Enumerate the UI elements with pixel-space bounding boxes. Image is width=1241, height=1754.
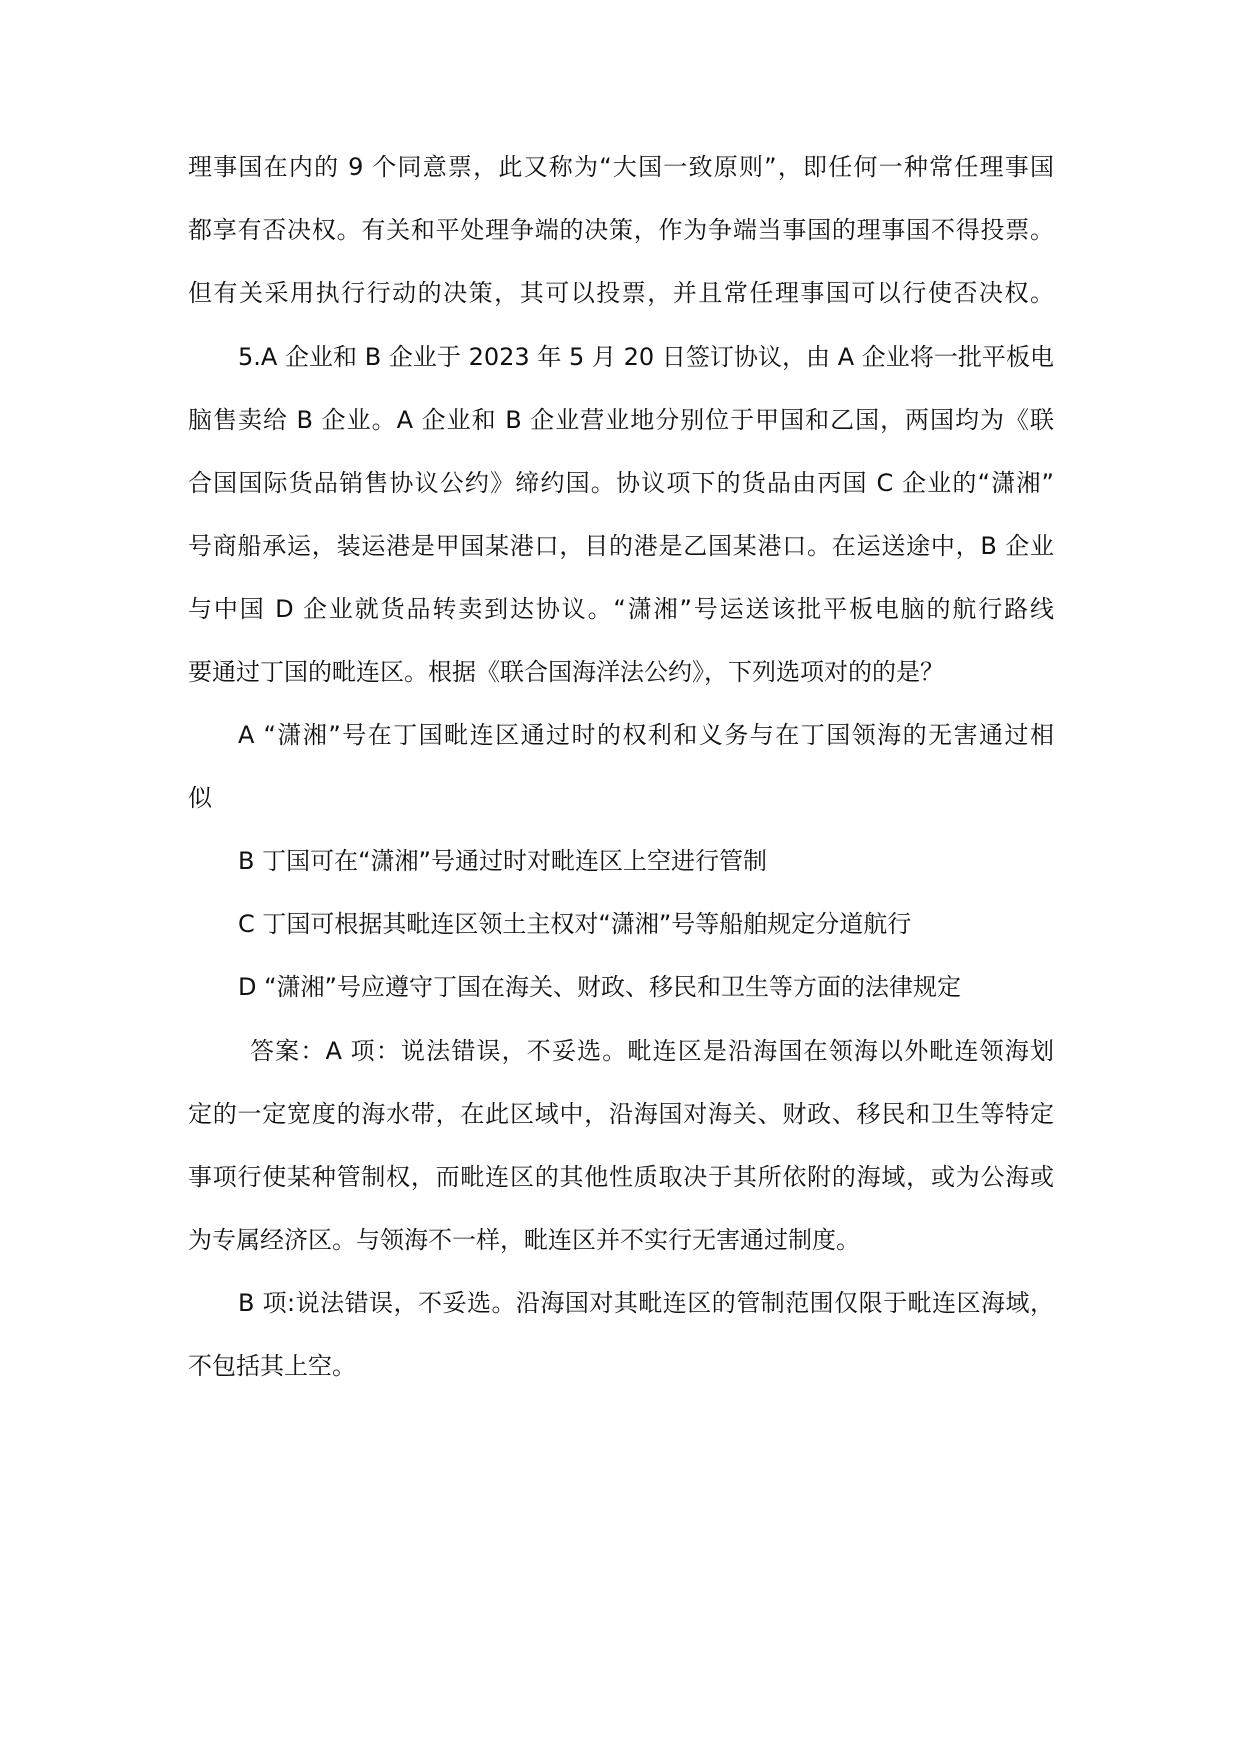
text-line: 都享有否决权。有关和平处理争端的决策，作为争端当事国的理事国不得投票。: [188, 216, 1054, 244]
answer-b-text: B 项:说法错误，不妥选。沿海国对其毗连区的管制范围仅限于毗连区海域，: [238, 1289, 1054, 1317]
question-text: 5.A 企业和 B 企业于 2023 年 5 月 20 日签订协议，由 A 企业将一批平板电: [238, 343, 1054, 371]
option-a: A “潇湘”号在丁国毗连区通过时的权利和义务与在丁国领海的无害通过相: [238, 721, 1054, 749]
text-line: 事项行使某种管制权，而毗连区的其他性质取决于其所依附的海域，或为公海或: [188, 1163, 1054, 1191]
option-d: D “潇湘”号应遵守丁国在海关、财政、移民和卫生等方面的法律规定: [238, 973, 961, 1001]
option-c: C 丁国可根据其毗连区领土主权对“潇湘”号等船舶规定分道航行: [238, 910, 912, 938]
answer-text: 答案：A 项：说法错误，不妥选。毗连区是沿海国在领海以外毗连领海划: [250, 1037, 1054, 1065]
text-line: 与中国 D 企业就货品转卖到达协议。“潇湘”号运送该批平板电脑的航行路线: [188, 595, 1054, 623]
text-line: 但有关采用执行行动的决策，其可以投票，并且常任理事国可以行使否决权。: [188, 279, 1054, 307]
text-line: 为专属经济区。与领海不一样，毗连区并不实行无害通过制度。: [188, 1226, 860, 1254]
text-line: 不包括其上空。: [188, 1352, 356, 1380]
text-line: 号商船承运，装运港是甲国某港口，目的港是乙国某港口。在运送途中，B 企业: [188, 532, 1054, 560]
text-line: 要通过丁国的毗连区。根据《联合国海洋法公约》，下列选项对的的是？: [188, 658, 944, 686]
text-line: 合国国际货品销售协议公约》缔约国。协议项下的货品由丙国 C 企业的“潇湘”: [188, 469, 1054, 497]
text-line: 定的一定宽度的海水带，在此区域中，沿海国对海关、财政、移民和卫生等特定: [188, 1100, 1054, 1128]
option-b: B 丁国可在“潇湘”号通过时对毗连区上空进行管制: [238, 847, 767, 875]
text-line: 脑售卖给 B 企业。A 企业和 B 企业营业地分别位于甲国和乙国，两国均为《联: [188, 406, 1054, 434]
text-line: 理事国在内的 9 个同意票，此又称为“大国一致原则”，即任何一种常任理事国: [188, 153, 1054, 181]
option-a-continued: 似: [188, 784, 212, 812]
